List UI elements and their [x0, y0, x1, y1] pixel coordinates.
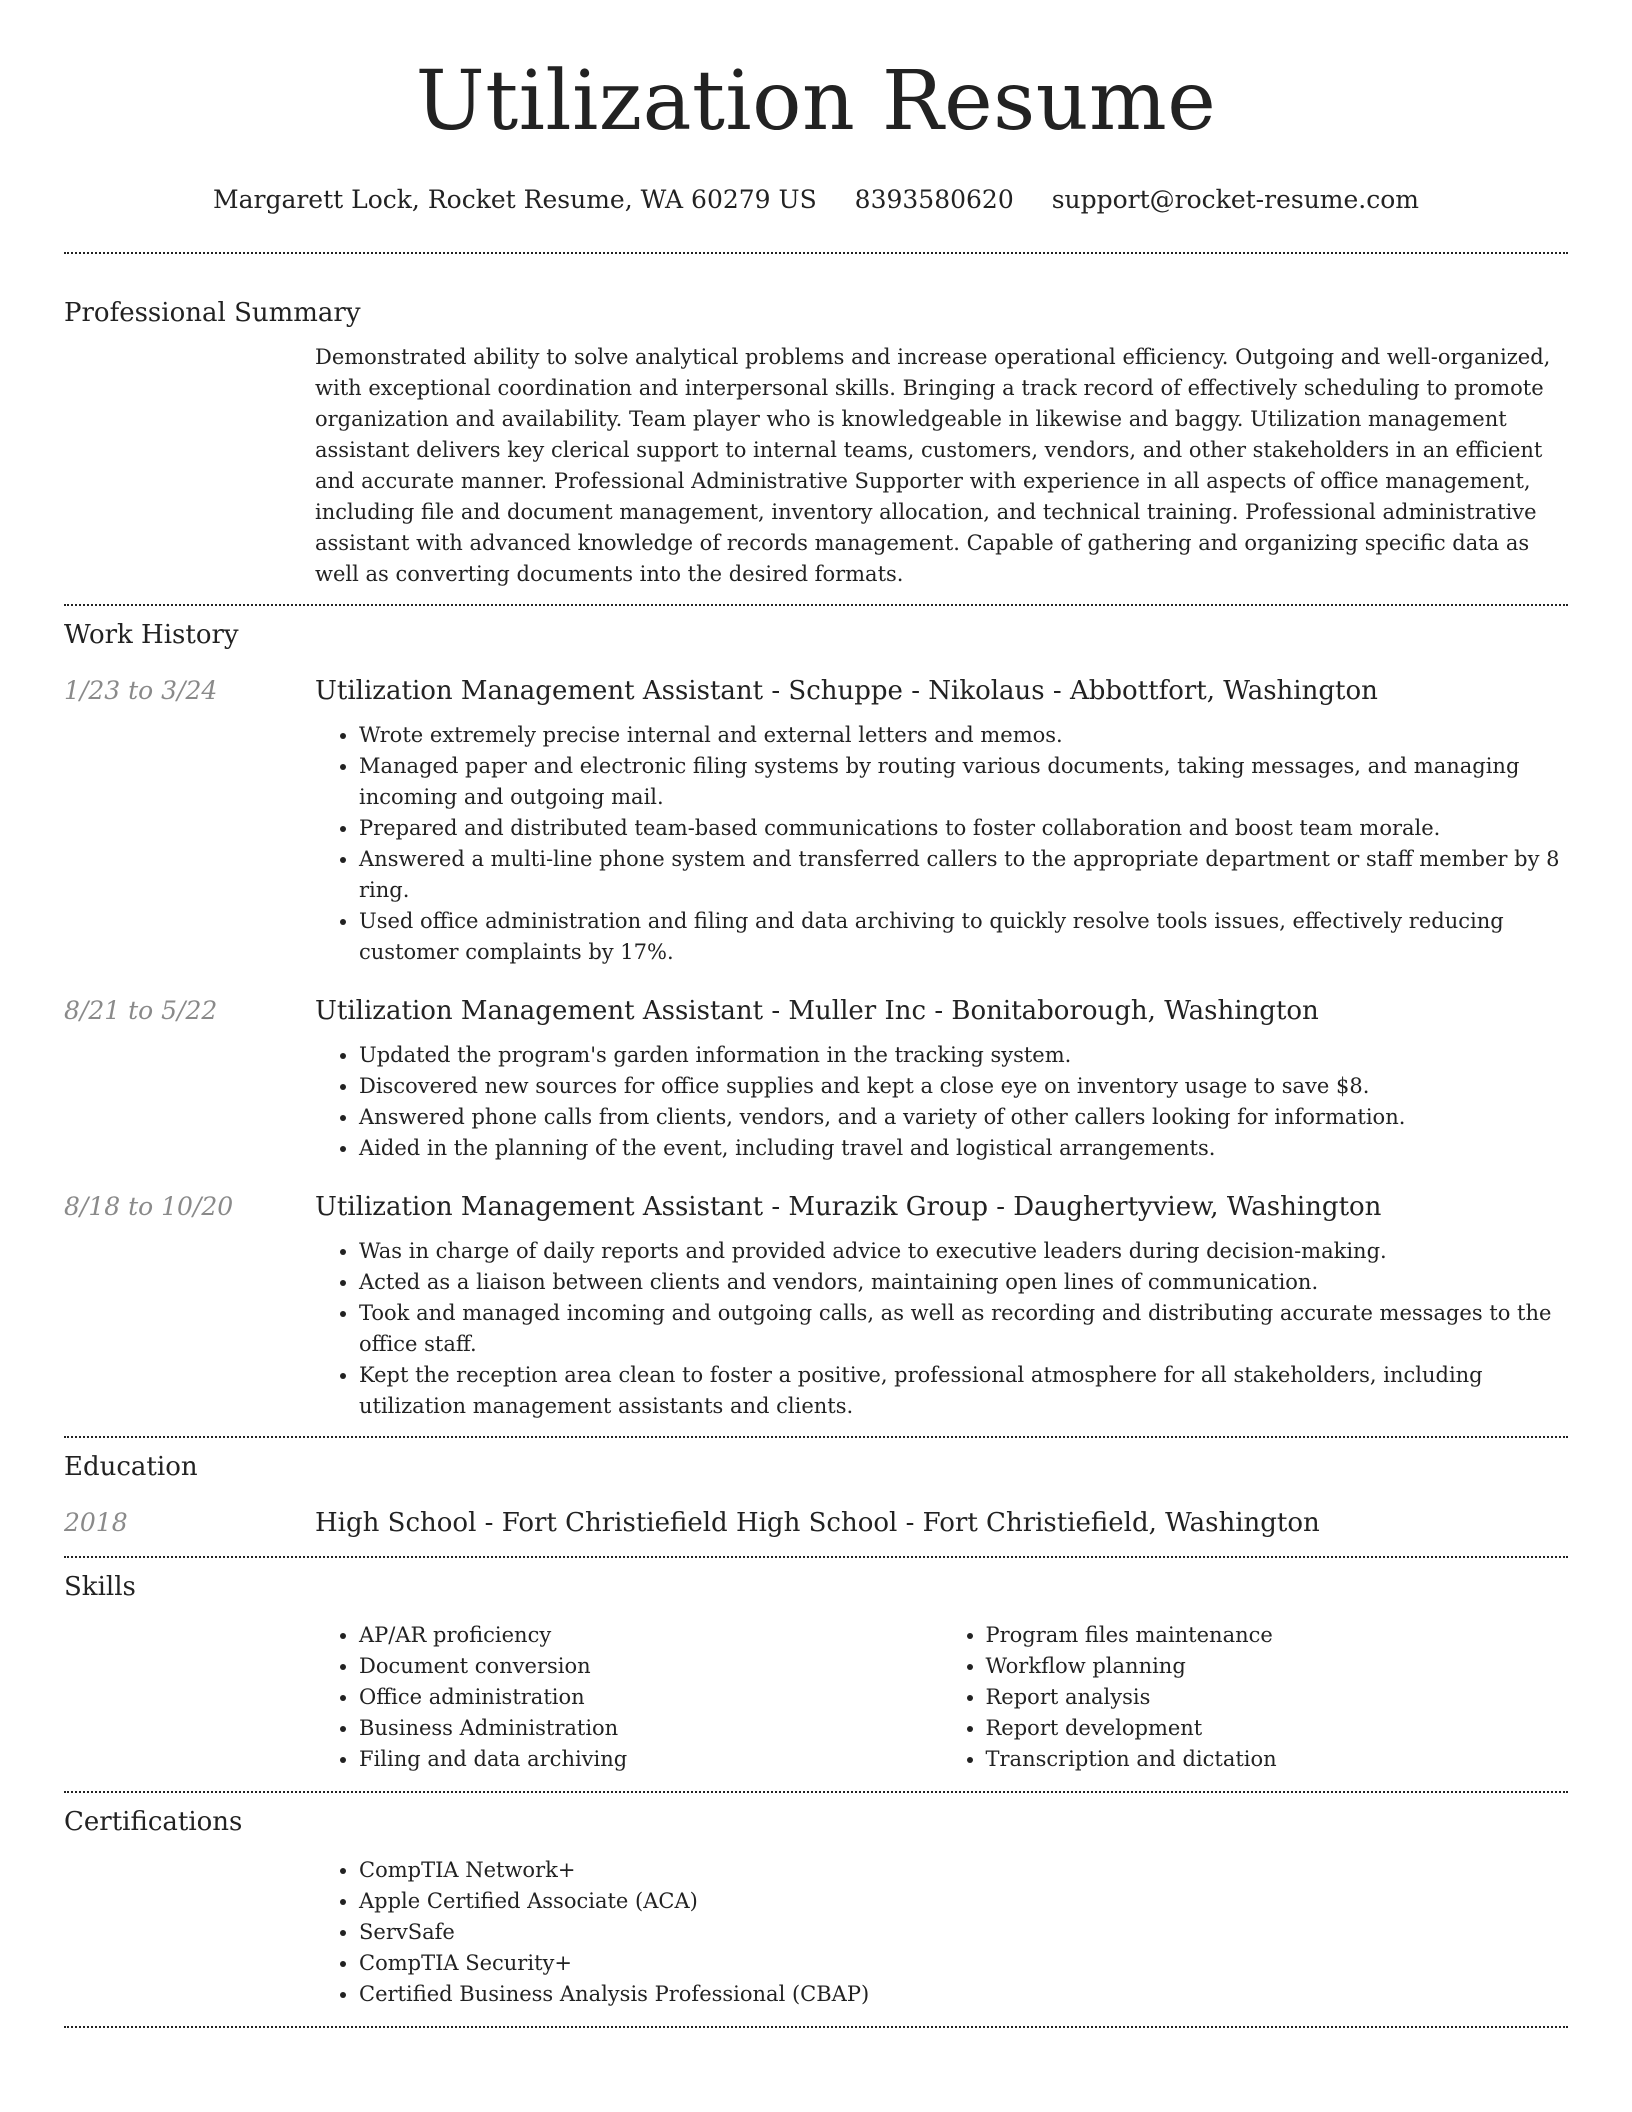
list-item: • Wrote extremely precise internal and external letters and memos.: [359, 720, 1568, 751]
education-section: [64, 1450, 1568, 1540]
job-dates: 8/21 to 5/22: [64, 996, 218, 1025]
list-item: • Business Administration: [359, 1713, 942, 1744]
divider: [64, 1556, 1568, 1558]
list-item: • Kept the reception area clean to foster a positive, professional atmosphere for all stakeholders, including utilization management assistants and clients.: [359, 1360, 1568, 1422]
resume-title: Utilization Resume: [415, 54, 1217, 149]
divider: [64, 604, 1568, 606]
list-item: • Took and managed incoming and outgoing calls, as well as recording and distributing accurate messages to the office staff.: [359, 1298, 1568, 1360]
work-history-heading: Work History: [64, 620, 239, 650]
education-entry: High School - Fort Christiefield High School - Fort Christiefield, Washington: [315, 1508, 1320, 1538]
job-title: Utilization Management Assistant - Schuppe - Nikolaus - Abbottfort, Washington: [315, 676, 1378, 706]
education-heading: Education: [64, 1452, 198, 1482]
list-item: • Workflow planning: [986, 1651, 1569, 1682]
job-entry: [64, 994, 1568, 1164]
list-item: • Program files maintenance: [986, 1620, 1569, 1651]
contact-address: Margarett Lock, Rocket Resume, WA 60279 US: [212, 185, 817, 214]
skills-list-left: [315, 1620, 942, 1775]
skills-list-right: [942, 1620, 1569, 1775]
list-item: • Discovered new sources for office supplies and kept a close eye on inventory usage to save $8.: [359, 1071, 1568, 1102]
skills-heading: Skills: [64, 1572, 136, 1602]
summary-heading: Professional Summary: [64, 298, 361, 328]
certifications-section: [64, 1805, 1568, 2010]
divider: [64, 252, 1568, 254]
job-dates: 1/23 to 3/24: [64, 676, 218, 705]
list-item: • Answered phone calls from clients, vendors, and a variety of other callers looking for information.: [359, 1102, 1568, 1133]
contact-phone: 8393580620: [854, 185, 1014, 214]
contact-line: [64, 184, 1568, 216]
summary-text: Demonstrated ability to solve analytical problems and increase operational efficiency. Outgoing and well-organized, with exceptional coordination and interpersonal skills. Bringing a track record of effectively scheduling to promote organization and availability. Team player who is knowledgeable in likewise and baggy. Utilization management assistant delivers key clerical support to internal teams, customers, vendors, and other stakeholders in an efficient and accurate manner. Professional Administrative Supporter with experience in all aspects of office management, including file and document management, inventory allocation, and technical training. Professional administrative assistant with advanced knowledge of records management. Capable of gathering and organizing specific data as well as converting documents into the desired formats.: [315, 345, 1551, 586]
list-item: • Prepared and distributed team-based communications to foster collaboration and boost team morale.: [359, 813, 1568, 844]
list-item: • Used office administration and filing and data archiving to quickly resolve tools issues, effectively reducing customer complaints by 17%.: [359, 906, 1568, 968]
work-history-section: [64, 618, 1568, 1422]
list-item: • CompTIA Security+: [359, 1948, 1568, 1979]
list-item: • Transcription and dictation: [986, 1744, 1569, 1775]
list-item: • Document conversion: [359, 1651, 942, 1682]
job-entry: [64, 674, 1568, 968]
job-title: Utilization Management Assistant - Muller Inc - Bonitaborough, Washington: [315, 996, 1319, 1026]
list-item: • Certified Business Analysis Professional (CBAP): [359, 1979, 1568, 2010]
job-bullets: [315, 1236, 1568, 1422]
education-year: 2018: [64, 1508, 128, 1537]
list-item: • Answered a multi-line phone system and transferred callers to the appropriate department or staff member by 8 ring.: [359, 844, 1568, 906]
job-dates: 8/18 to 10/20: [64, 1192, 234, 1221]
job-title: Utilization Management Assistant - Murazik Group - Daughertyview, Washington: [315, 1192, 1382, 1222]
list-item: • Filing and data archiving: [359, 1744, 942, 1775]
list-item: • Apple Certified Associate (ACA): [359, 1886, 1568, 1917]
divider: [64, 1436, 1568, 1438]
list-item: • Updated the program's garden information in the tracking system.: [359, 1040, 1568, 1071]
certifications-list: [315, 1855, 1568, 2010]
divider: [64, 2026, 1568, 2028]
job-bullets: [315, 1040, 1568, 1164]
skills-section: [64, 1570, 1568, 1775]
summary-section: [64, 296, 1568, 590]
contact-email: support@rocket-resume.com: [1051, 185, 1419, 214]
list-item: • Managed paper and electronic filing systems by routing various documents, taking messages, and managing incoming and outgoing mail.: [359, 751, 1568, 813]
list-item: • AP/AR proficiency: [359, 1620, 942, 1651]
certifications-heading: Certifications: [64, 1807, 243, 1837]
list-item: • Office administration: [359, 1682, 942, 1713]
list-item: • CompTIA Network+: [359, 1855, 1568, 1886]
job-bullets: [315, 720, 1568, 968]
list-item: • Report development: [986, 1713, 1569, 1744]
divider: [64, 1791, 1568, 1793]
job-entry: [64, 1190, 1568, 1422]
skills-grid: [315, 1620, 1568, 1775]
list-item: • Was in charge of daily reports and provided advice to executive leaders during decision-making.: [359, 1236, 1568, 1267]
list-item: • ServSafe: [359, 1917, 1568, 1948]
list-item: • Report analysis: [986, 1682, 1569, 1713]
list-item: • Aided in the planning of the event, including travel and logistical arrangements.: [359, 1133, 1568, 1164]
list-item: • Acted as a liaison between clients and vendors, maintaining open lines of communication.: [359, 1267, 1568, 1298]
